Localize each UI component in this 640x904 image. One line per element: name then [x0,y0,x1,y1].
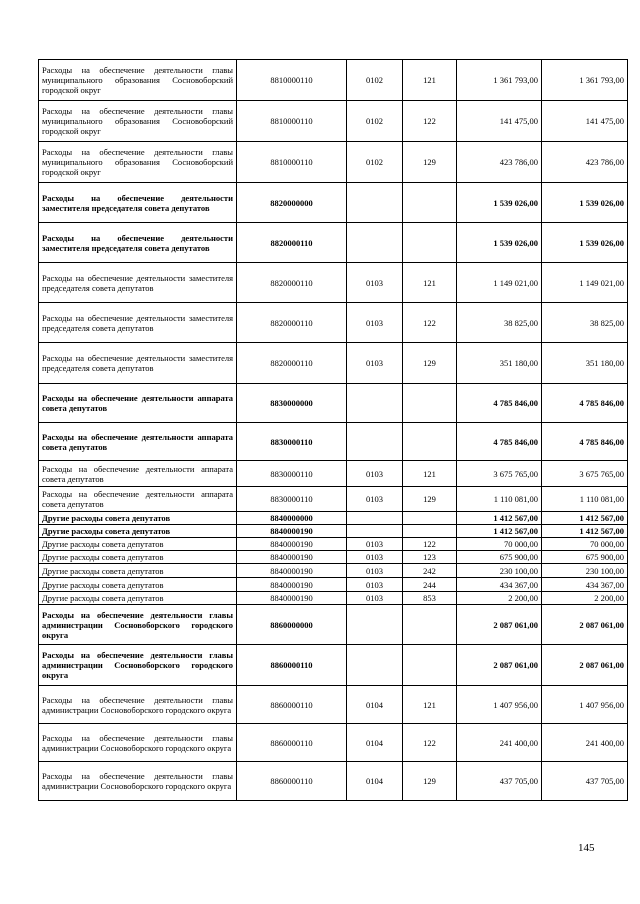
row-expense-type: 244 [403,578,457,592]
table-row [39,578,628,592]
row-section [347,423,403,461]
row-name: Расходы на обеспечение деятельности аппарата совета депутатов [39,423,237,461]
row-name: Расходы на обеспечение деятельности главы муниципального образования Сосновоборский городской округ [39,101,237,142]
row-sum-2: 423 786,00 [542,142,628,183]
row-expense-type [403,423,457,461]
row-section: 0103 [347,578,403,592]
row-sum-1: 1 412 567,00 [457,512,542,525]
row-sum-2: 1 539 026,00 [542,183,628,223]
row-name: Другие расходы совета депутатов [39,564,237,578]
row-expense-type: 129 [403,487,457,512]
table-row [39,605,628,645]
row-sum-1: 3 675 765,00 [457,461,542,487]
row-name: Другие расходы совета депутатов [39,538,237,551]
row-section: 0102 [347,142,403,183]
row-sum-1: 1 539 026,00 [457,223,542,263]
row-sum-1: 1 149 021,00 [457,263,542,303]
row-name: Расходы на обеспечение деятельности главы администрации Сосновоборского городского округа [39,762,237,801]
row-sum-2: 1 412 567,00 [542,525,628,538]
row-name: Расходы на обеспечение деятельности заместителя председателя совета депутатов [39,343,237,384]
row-sum-1: 423 786,00 [457,142,542,183]
row-sum-2: 434 367,00 [542,578,628,592]
row-name: Расходы на обеспечение деятельности главы администрации Сосновоборского городского округа [39,724,237,762]
table-row [39,724,628,762]
row-name: Другие расходы совета депутатов [39,525,237,538]
table-row [39,525,628,538]
row-sum-1: 1 412 567,00 [457,525,542,538]
page-number: 145 [578,842,595,854]
table-row [39,645,628,686]
row-sum-1: 241 400,00 [457,724,542,762]
row-expense-type [403,183,457,223]
table-row [39,60,628,101]
row-code: 8860000110 [237,686,347,724]
row-section: 0103 [347,303,403,343]
row-sum-1: 351 180,00 [457,343,542,384]
row-section: 0103 [347,592,403,605]
row-sum-2: 241 400,00 [542,724,628,762]
row-sum-2: 230 100,00 [542,564,628,578]
row-sum-1: 4 785 846,00 [457,423,542,461]
row-expense-type: 129 [403,142,457,183]
row-sum-2: 3 675 765,00 [542,461,628,487]
table-row [39,512,628,525]
row-sum-1: 1 361 793,00 [457,60,542,101]
row-code: 8830000110 [237,423,347,461]
table-row [39,686,628,724]
row-sum-1: 1 539 026,00 [457,183,542,223]
row-code: 8810000110 [237,60,347,101]
row-sum-2: 4 785 846,00 [542,423,628,461]
row-code: 8820000110 [237,263,347,303]
table-row [39,461,628,487]
row-expense-type: 123 [403,551,457,564]
row-expense-type: 242 [403,564,457,578]
row-sum-1: 675 900,00 [457,551,542,564]
table-row [39,487,628,512]
row-sum-1: 4 785 846,00 [457,384,542,423]
row-expense-type [403,384,457,423]
table-row [39,183,628,223]
row-sum-2: 2 200,00 [542,592,628,605]
row-code: 8860000000 [237,605,347,645]
row-section: 0104 [347,724,403,762]
row-section: 0104 [347,762,403,801]
row-code: 8820000110 [237,303,347,343]
row-sum-2: 2 087 061,00 [542,645,628,686]
budget-table [38,59,628,801]
row-expense-type: 129 [403,762,457,801]
row-name: Расходы на обеспечение деятельности главы администрации Сосновоборского городского округа [39,605,237,645]
row-code: 8840000000 [237,512,347,525]
row-expense-type [403,605,457,645]
row-sum-1: 230 100,00 [457,564,542,578]
row-section: 0103 [347,564,403,578]
row-name: Другие расходы совета депутатов [39,512,237,525]
row-section [347,645,403,686]
row-code: 8820000110 [237,343,347,384]
row-sum-2: 1 149 021,00 [542,263,628,303]
row-section: 0103 [347,263,403,303]
row-sum-1: 70 000,00 [457,538,542,551]
row-code: 8830000110 [237,461,347,487]
table-row [39,142,628,183]
row-name: Расходы на обеспечение деятельности заместителя председателя совета депутатов [39,223,237,263]
row-sum-2: 1 539 026,00 [542,223,628,263]
row-name: Расходы на обеспечение деятельности главы администрации Сосновоборского городского округа [39,686,237,724]
row-name: Расходы на обеспечение деятельности заместителя председателя совета депутатов [39,263,237,303]
row-sum-2: 70 000,00 [542,538,628,551]
row-expense-type [403,223,457,263]
table-row [39,762,628,801]
row-expense-type: 121 [403,263,457,303]
table-row [39,343,628,384]
row-sum-1: 2 087 061,00 [457,605,542,645]
row-sum-2: 1 412 567,00 [542,512,628,525]
table-row [39,303,628,343]
row-section [347,605,403,645]
row-expense-type: 122 [403,538,457,551]
row-section: 0103 [347,461,403,487]
table-row [39,223,628,263]
row-code: 8860000110 [237,645,347,686]
row-name: Другие расходы совета депутатов [39,551,237,564]
table-row [39,564,628,578]
row-sum-1: 2 087 061,00 [457,645,542,686]
row-code: 8840000190 [237,551,347,564]
row-section: 0103 [347,538,403,551]
row-name: Расходы на обеспечение деятельности главы администрации Сосновоборского городского округа [39,645,237,686]
row-section: 0102 [347,60,403,101]
row-code: 8840000190 [237,525,347,538]
row-sum-2: 1 361 793,00 [542,60,628,101]
row-code: 8840000190 [237,578,347,592]
row-expense-type: 853 [403,592,457,605]
row-sum-2: 1 110 081,00 [542,487,628,512]
table-row [39,592,628,605]
row-code: 8820000110 [237,223,347,263]
row-sum-2: 1 407 956,00 [542,686,628,724]
row-expense-type: 129 [403,343,457,384]
row-sum-1: 1 407 956,00 [457,686,542,724]
row-section: 0103 [347,487,403,512]
row-sum-2: 2 087 061,00 [542,605,628,645]
row-expense-type [403,525,457,538]
row-section [347,223,403,263]
table-row [39,263,628,303]
row-sum-2: 351 180,00 [542,343,628,384]
row-section: 0103 [347,343,403,384]
row-name: Расходы на обеспечение деятельности аппарата совета депутатов [39,384,237,423]
row-sum-2: 141 475,00 [542,101,628,142]
row-section: 0103 [347,551,403,564]
row-sum-2: 4 785 846,00 [542,384,628,423]
row-code: 8860000110 [237,724,347,762]
row-section [347,384,403,423]
row-code: 8830000110 [237,487,347,512]
row-name: Другие расходы совета депутатов [39,592,237,605]
row-sum-1: 437 705,00 [457,762,542,801]
row-section: 0102 [347,101,403,142]
row-expense-type: 121 [403,686,457,724]
row-expense-type: 121 [403,461,457,487]
row-sum-1: 38 825,00 [457,303,542,343]
row-expense-type: 122 [403,724,457,762]
table-row [39,384,628,423]
row-name: Другие расходы совета депутатов [39,578,237,592]
row-sum-2: 437 705,00 [542,762,628,801]
row-code: 8820000000 [237,183,347,223]
row-section [347,183,403,223]
row-expense-type [403,645,457,686]
row-code: 8840000190 [237,564,347,578]
row-name: Расходы на обеспечение деятельности заместителя председателя совета депутатов [39,303,237,343]
row-code: 8830000000 [237,384,347,423]
row-name: Расходы на обеспечение деятельности главы муниципального образования Сосновоборский городской округ [39,60,237,101]
row-sum-1: 2 200,00 [457,592,542,605]
row-section: 0104 [347,686,403,724]
row-name: Расходы на обеспечение деятельности аппарата совета депутатов [39,461,237,487]
row-sum-1: 1 110 081,00 [457,487,542,512]
row-code: 8860000110 [237,762,347,801]
table-row [39,551,628,564]
row-expense-type: 122 [403,303,457,343]
row-section [347,525,403,538]
row-code: 8810000110 [237,142,347,183]
row-section [347,512,403,525]
row-code: 8840000190 [237,538,347,551]
row-expense-type: 122 [403,101,457,142]
row-expense-type [403,512,457,525]
row-expense-type: 121 [403,60,457,101]
row-sum-1: 141 475,00 [457,101,542,142]
row-name: Расходы на обеспечение деятельности заместителя председателя совета депутатов [39,183,237,223]
table-row [39,101,628,142]
row-name: Расходы на обеспечение деятельности аппарата совета депутатов [39,487,237,512]
table-row [39,538,628,551]
row-code: 8810000110 [237,101,347,142]
row-name: Расходы на обеспечение деятельности главы муниципального образования Сосновоборский городской округ [39,142,237,183]
row-sum-1: 434 367,00 [457,578,542,592]
table-row [39,423,628,461]
row-code: 8840000190 [237,592,347,605]
row-sum-2: 38 825,00 [542,303,628,343]
row-sum-2: 675 900,00 [542,551,628,564]
